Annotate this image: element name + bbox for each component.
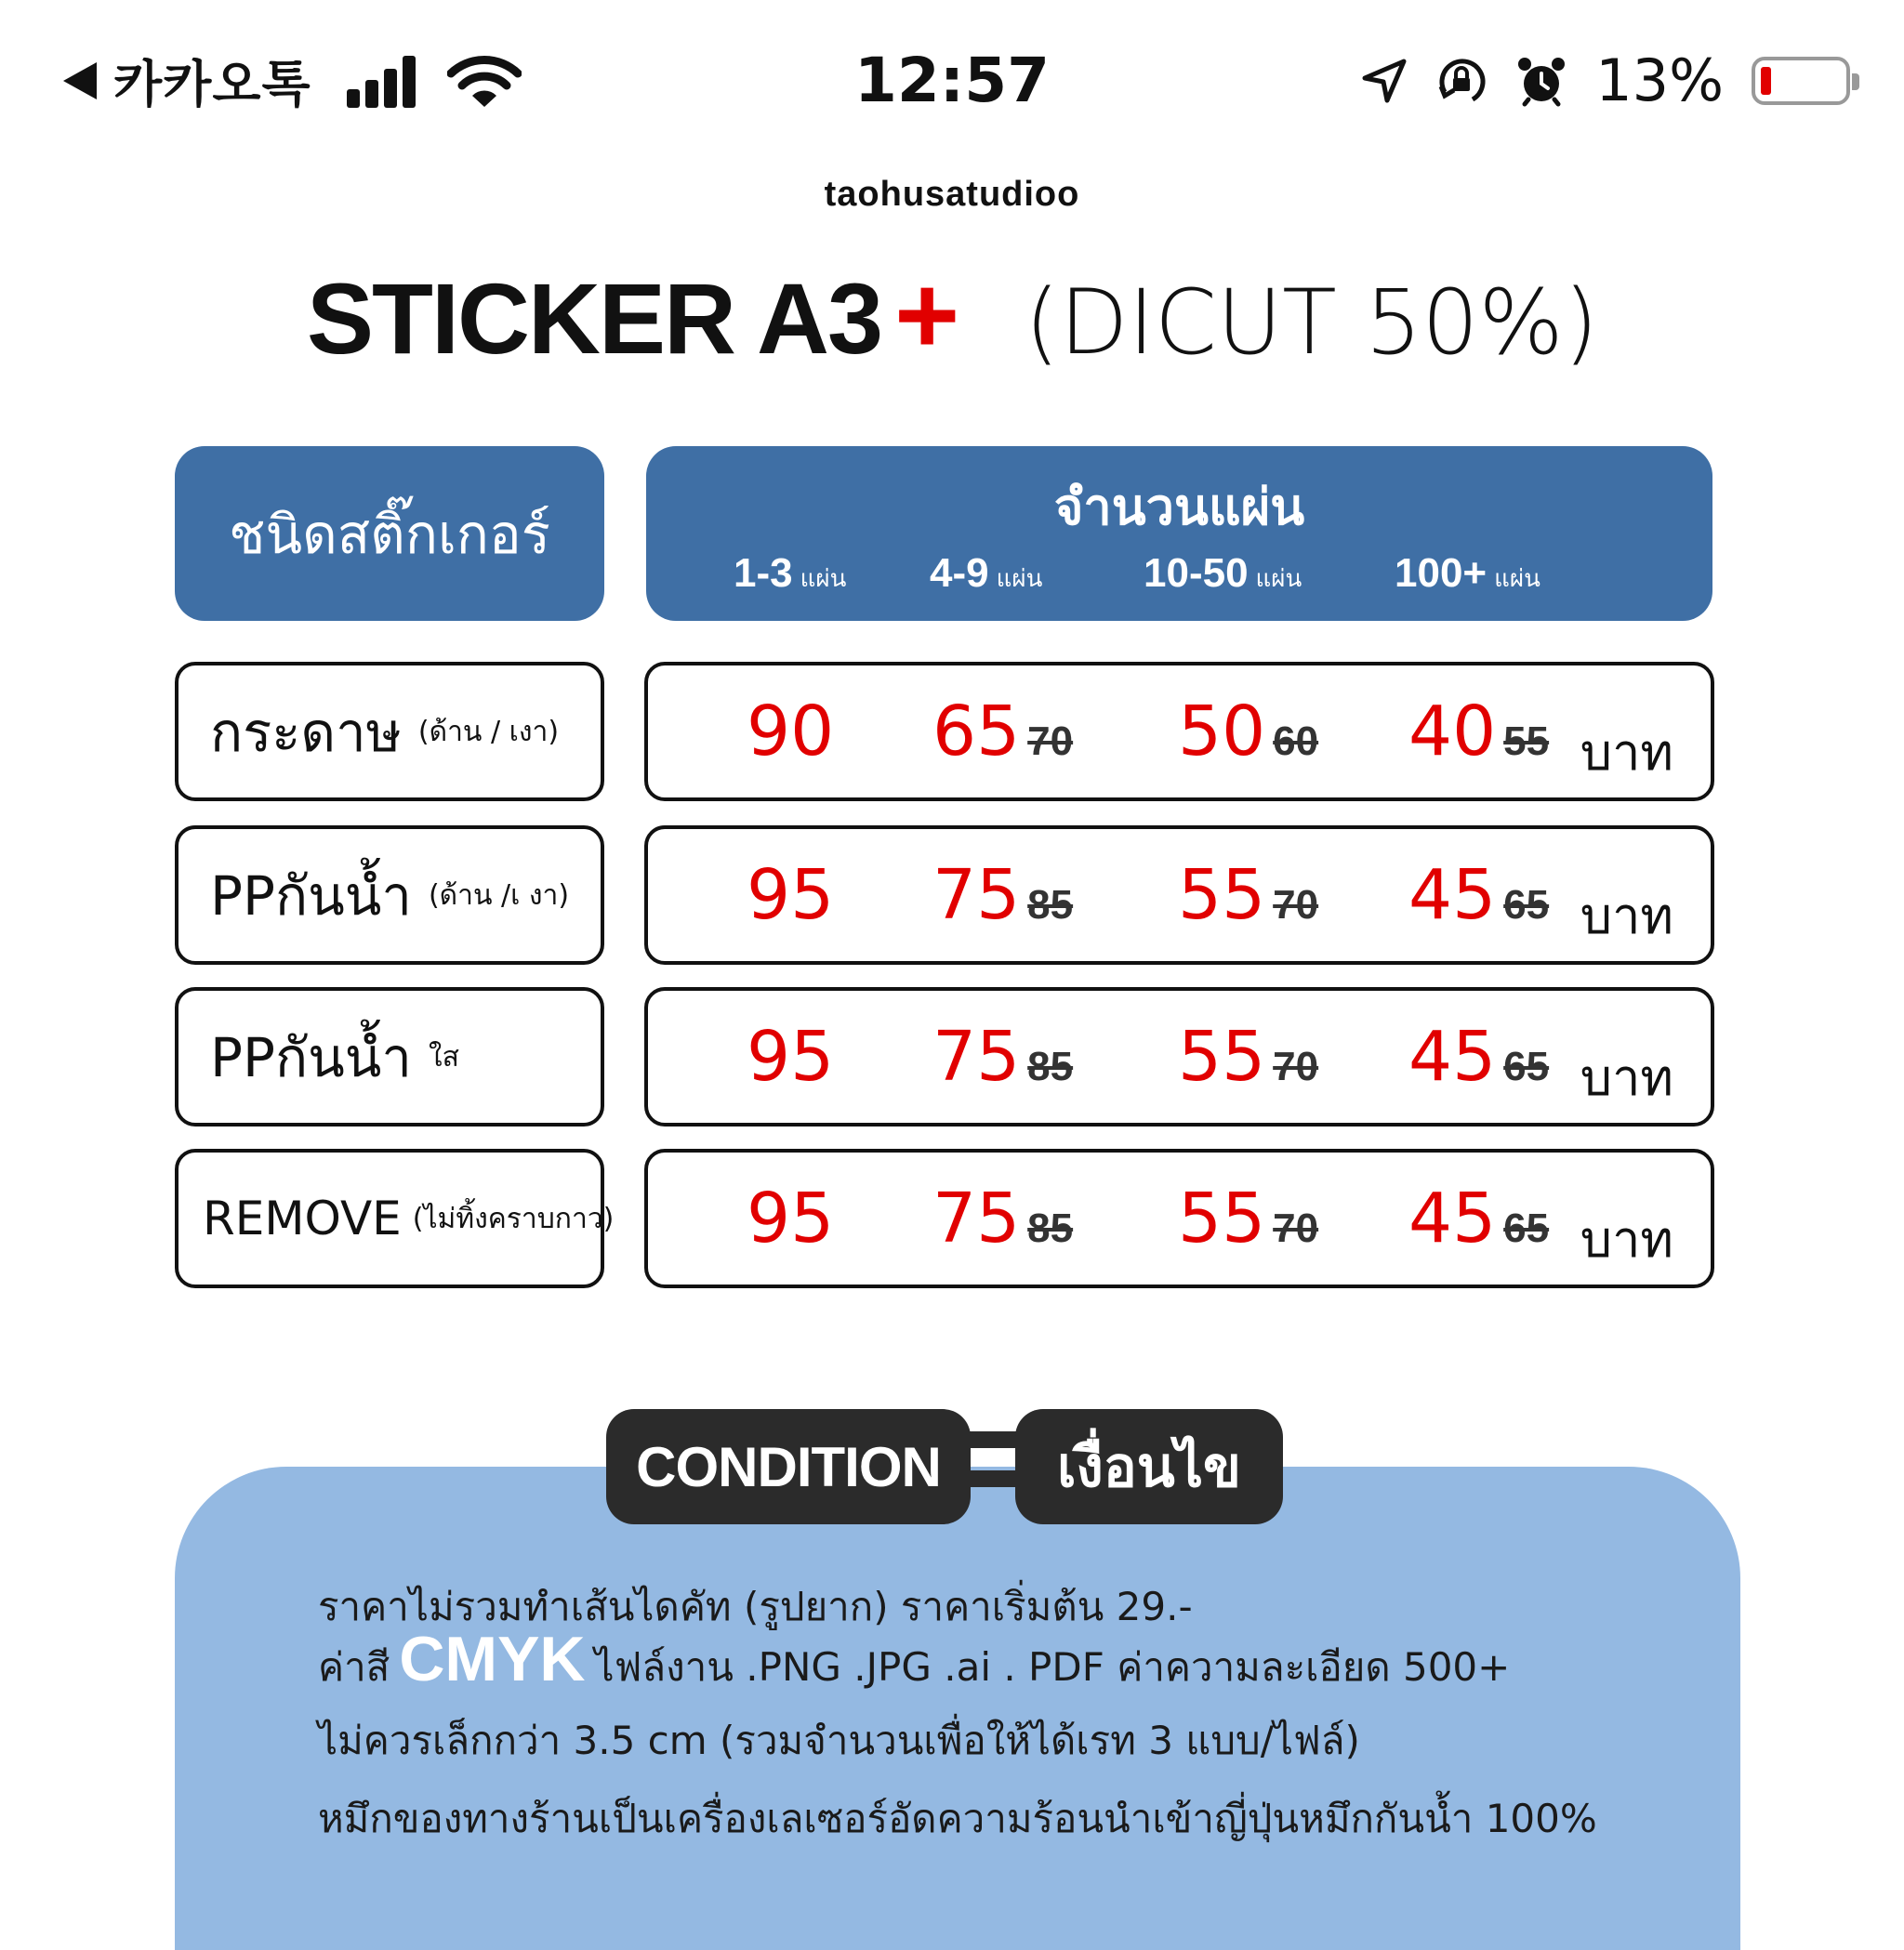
currency-label: บาท <box>1580 887 1673 945</box>
price-cell: 55 70 <box>1178 1017 1319 1097</box>
type-sub: (ด้าน / เงา) <box>417 715 560 748</box>
price-cell: 95 <box>747 855 835 935</box>
condition-line-2: ค่าสี CMYK ไฟล์งาน .PNG .JPG .ai . PDF ค่าความละเอียด 500+ <box>318 1624 1511 1694</box>
battery-nub <box>1852 73 1859 90</box>
currency-label: บาท <box>1580 1210 1673 1269</box>
condition-line-1: ราคาไม่รวมทำเส้นไดคัท (รูปยาก) ราคาเริ่มต้น 29.- <box>318 1584 1193 1629</box>
condition-line-4: หมึกของทางร้านเป็นเครื่องเลเซอร์อัดความร้อนนำเข้าญี่ปุ่นหมึกกันน้ำ 100% <box>318 1796 1597 1841</box>
price-cell: 55 70 <box>1178 1179 1319 1258</box>
orientation-lock-icon <box>1435 55 1488 107</box>
price-cell: 75 85 <box>932 1017 1074 1097</box>
battery-fill <box>1761 67 1771 95</box>
alarm-icon <box>1515 55 1567 107</box>
type-name: PPกันน้ำ <box>210 1025 412 1089</box>
quantity-header-title: จำนวนแผ่น <box>1053 478 1305 536</box>
price-cell: 95 <box>747 1179 835 1258</box>
price-cell: 75 85 <box>932 855 1074 935</box>
price-row-pp-clear <box>644 987 1714 1127</box>
price-cell: 50 60 <box>1178 692 1319 771</box>
location-icon <box>1361 58 1408 104</box>
price-row-paper <box>644 662 1714 801</box>
price-cell: 45 65 <box>1408 1179 1550 1258</box>
battery-percent: 13% <box>1595 46 1724 114</box>
price-cell: 95 <box>747 1017 835 1097</box>
price-cell: 55 70 <box>1178 855 1319 935</box>
price-row-remove <box>644 1149 1714 1288</box>
type-row-pp-waterproof <box>175 825 604 965</box>
price-cell: 65 70 <box>932 692 1074 771</box>
type-sub: (ด้าน /เ งา) <box>428 878 570 912</box>
price-cell: 90 <box>747 692 835 771</box>
page-title <box>307 251 1598 379</box>
type-row-remove <box>175 1149 615 1288</box>
type-sub: ใส <box>428 1040 459 1074</box>
quantity-column-1: 1-3 แผ่น <box>734 550 847 596</box>
quantity-header <box>646 446 1712 621</box>
price-cell: 40 55 <box>1408 692 1550 771</box>
brand-name: taohusatudioo <box>824 175 1080 214</box>
title-subtitle: (DICUT 50%) <box>1025 270 1599 375</box>
type-name: PPกันน้ำ <box>210 863 412 928</box>
type-row-pp-clear <box>175 987 604 1127</box>
title-main: STICKER A3 <box>307 262 882 375</box>
currency-label: บาท <box>1580 723 1673 782</box>
price-cell: 45 65 <box>1408 1017 1550 1097</box>
quantity-column-4: 100+ แผ่น <box>1395 550 1540 596</box>
sticker-type-header: ชนิดสติ๊กเกอร์ <box>175 446 604 621</box>
back-app-label[interactable]: 카카오톡 <box>113 55 311 113</box>
status-right <box>1361 46 1850 114</box>
condition-label-en: CONDITION <box>606 1409 971 1524</box>
price-cell: 75 85 <box>932 1179 1074 1258</box>
cmyk-highlight: CMYK <box>399 1624 586 1694</box>
quantity-column-3: 10-50 แผ่น <box>1144 550 1302 596</box>
status-bar <box>0 0 1904 158</box>
quantity-column-2: 4-9 แผ่น <box>930 550 1043 596</box>
battery-icon <box>1752 57 1850 105</box>
condition-label-th: เงื่อนไข <box>1015 1409 1283 1524</box>
status-time: 12:57 <box>853 45 1051 116</box>
title-plus: + <box>894 253 960 377</box>
condition-panel <box>175 1467 1740 1950</box>
condition-line-3: ไม่ควรเล็กกว่า 3.5 cm (รวมจำนวนเพื่อให้ได้เรท 3 แบบ/ไฟล์) <box>318 1718 1360 1763</box>
type-name: REMOVE <box>203 1192 402 1245</box>
type-row-paper <box>175 662 604 801</box>
price-row-pp-waterproof <box>644 825 1714 965</box>
price-cell: 45 65 <box>1408 855 1550 935</box>
currency-label: บาท <box>1580 1048 1673 1107</box>
type-sub: (ไม่ทิ้งคราบกาว) <box>412 1202 615 1235</box>
type-name: กระดาษ <box>210 700 402 764</box>
